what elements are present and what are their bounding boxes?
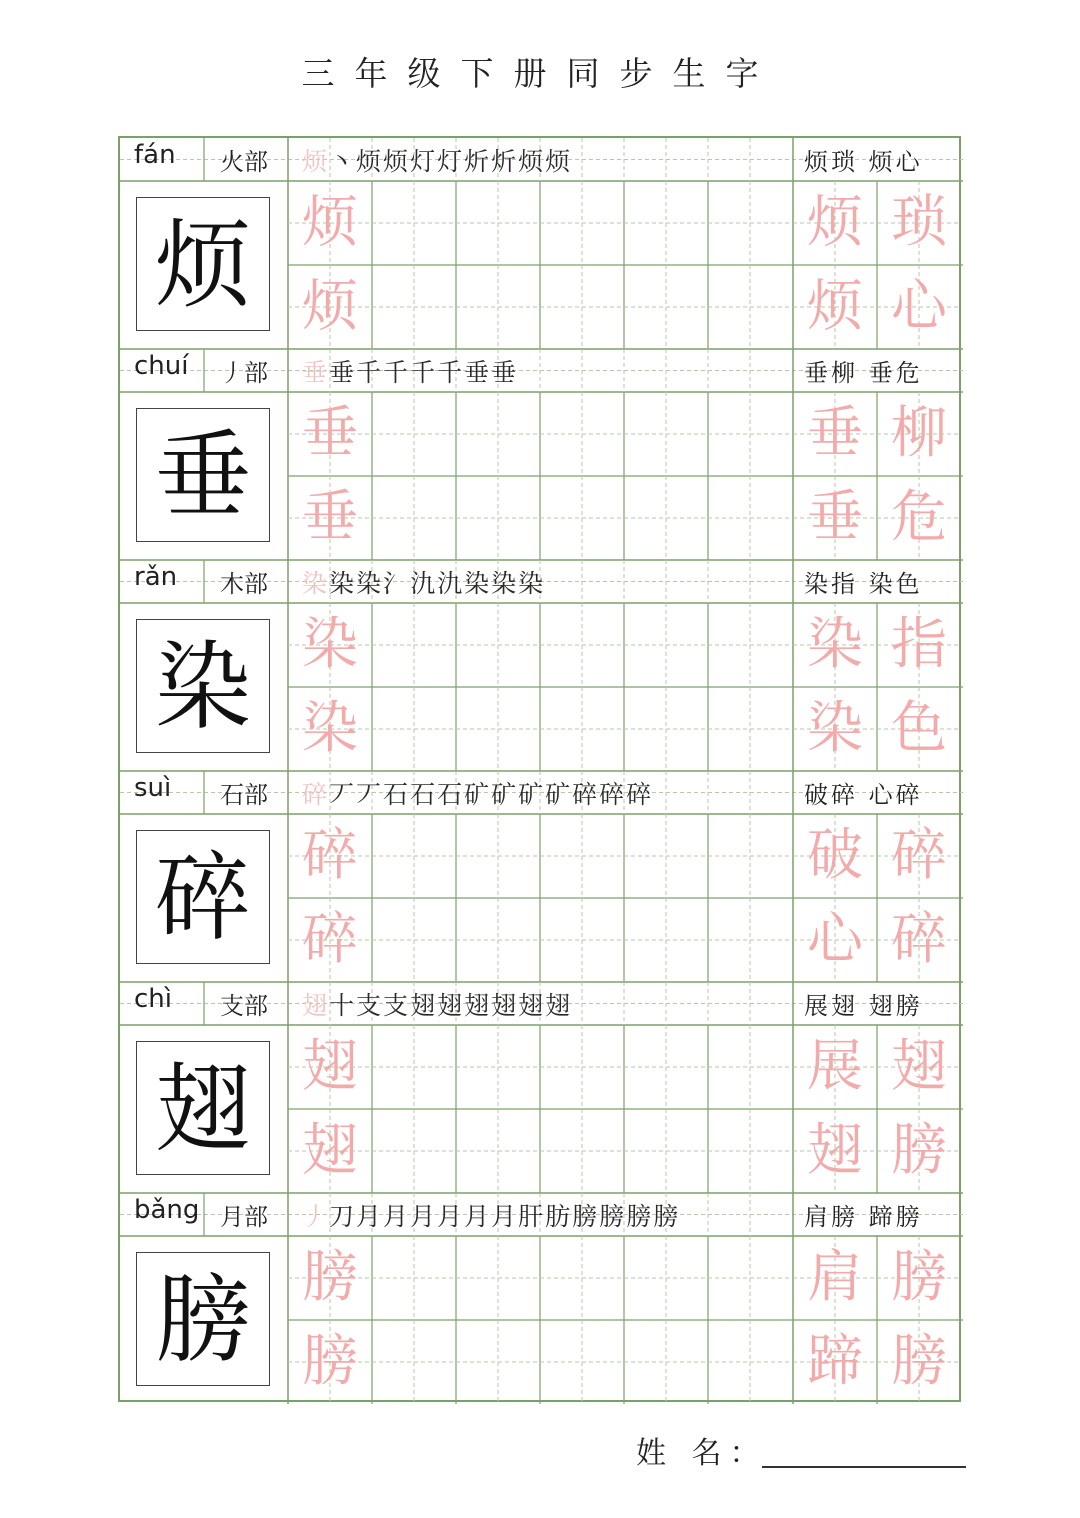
word-trace-character: 翅: [807, 1118, 863, 1183]
word-trace-character: 肩: [807, 1245, 863, 1310]
example-words: 烦琐 烦心: [804, 148, 923, 176]
practice-cell[interactable]: [456, 1025, 540, 1109]
practice-cell[interactable]: [624, 1236, 708, 1320]
trace-character: 烦: [302, 190, 358, 255]
practice-cell[interactable]: [540, 265, 624, 349]
stroke-step: 刀: [329, 1202, 355, 1231]
practice-cell[interactable]: [540, 476, 624, 560]
stroke-step: 千: [437, 358, 463, 387]
practice-cell[interactable]: [456, 687, 540, 771]
stroke-step: 染: [491, 569, 517, 598]
stroke-step: 千: [410, 358, 436, 387]
stroke-step: 翅: [302, 991, 328, 1020]
pinyin: suì: [134, 773, 172, 803]
stroke-step: 月: [410, 1202, 436, 1231]
pinyin: fán: [134, 140, 176, 170]
stroke-step: 烦: [302, 147, 328, 176]
word-trace-character: 展: [807, 1034, 863, 1099]
stroke-step: 月: [356, 1202, 382, 1231]
stroke-step: 矿: [545, 780, 571, 809]
stroke-step: 翅: [491, 991, 517, 1020]
stroke-step: 矿: [491, 780, 517, 809]
practice-cell[interactable]: [708, 814, 792, 898]
page-title: 三年级下册同步生字: [301, 54, 779, 93]
practice-cell[interactable]: [540, 181, 624, 265]
model-character: 烦: [155, 209, 251, 321]
stroke-order: [302, 140, 790, 180]
stroke-step: 月: [464, 1202, 490, 1231]
radical: 支部: [220, 992, 268, 1020]
stroke-step: 千: [356, 358, 382, 387]
practice-cell[interactable]: [456, 603, 540, 687]
block-header: [120, 1193, 959, 1236]
word-trace-character: 蹄: [807, 1329, 863, 1394]
practice-cell[interactable]: [708, 1109, 792, 1193]
radical: 木部: [220, 570, 268, 598]
stroke-order: [302, 773, 790, 813]
stroke-step: 月: [491, 1202, 517, 1231]
block-header: [120, 138, 959, 181]
pinyin: chuí: [134, 351, 189, 381]
word-trace-character: 碎: [891, 907, 947, 972]
practice-cell[interactable]: [540, 1109, 624, 1193]
stroke-step: 丿: [302, 1202, 328, 1231]
practice-cell[interactable]: [456, 265, 540, 349]
practice-cell[interactable]: [372, 687, 456, 771]
practice-cell[interactable]: [540, 687, 624, 771]
stroke-step: 支: [383, 991, 409, 1020]
practice-cell[interactable]: [456, 392, 540, 476]
radical: 丿部: [220, 359, 268, 387]
practice-cell[interactable]: [624, 265, 708, 349]
name-label: 姓 名：: [636, 1436, 768, 1471]
stroke-step: 膀: [599, 1202, 625, 1231]
practice-sheet: [118, 136, 961, 1402]
character-block: [120, 138, 959, 349]
practice-cell[interactable]: [708, 392, 792, 476]
practice-cell[interactable]: [708, 476, 792, 560]
trace-character: 膀: [302, 1245, 358, 1310]
word-trace-character: 翅: [891, 1034, 947, 1099]
character-block: [120, 771, 959, 982]
model-character: 膀: [155, 1264, 251, 1376]
practice-cell[interactable]: [624, 181, 708, 265]
stroke-step: 丆: [329, 780, 355, 809]
practice-cell[interactable]: [540, 603, 624, 687]
stroke-step: 翅: [437, 991, 463, 1020]
trace-character: 翅: [302, 1118, 358, 1183]
stroke-step: 垂: [464, 358, 490, 387]
practice-cell[interactable]: [372, 392, 456, 476]
example-words: 垂柳 垂危: [804, 359, 923, 387]
word-trace-character: 心: [807, 907, 863, 972]
stroke-step: 肪: [545, 1202, 571, 1231]
radical: 火部: [220, 148, 268, 176]
stroke-step: 石: [383, 780, 409, 809]
model-character: 翅: [155, 1053, 251, 1165]
stroke-step: 支: [356, 991, 382, 1020]
stroke-order: [302, 562, 790, 602]
stroke-step: 膀: [653, 1202, 679, 1231]
word-trace-character: 染: [807, 612, 863, 677]
practice-cell[interactable]: [540, 1236, 624, 1320]
stroke-order: [302, 351, 790, 391]
stroke-step: 氿: [410, 569, 436, 598]
practice-cell[interactable]: [372, 1109, 456, 1193]
practice-cell[interactable]: [456, 476, 540, 560]
stroke-step: 石: [437, 780, 463, 809]
word-trace-character: 危: [891, 485, 947, 550]
word-trace-character: 碎: [891, 823, 947, 888]
stroke-step: 染: [302, 569, 328, 598]
stroke-step: 丆: [356, 780, 382, 809]
practice-cell[interactable]: [624, 814, 708, 898]
stroke-step: 翅: [410, 991, 436, 1020]
radical: 月部: [220, 1203, 268, 1231]
word-trace-character: 膀: [891, 1245, 947, 1310]
pinyin: chì: [134, 984, 172, 1014]
model-character-box: [136, 830, 270, 964]
name-input-line[interactable]: [762, 1466, 966, 1468]
stroke-step: 氵: [383, 569, 409, 598]
trace-character: 翅: [302, 1034, 358, 1099]
practice-cell[interactable]: [708, 1236, 792, 1320]
stroke-step: 碎: [572, 780, 598, 809]
practice-cell[interactable]: [708, 1025, 792, 1109]
practice-cell[interactable]: [372, 1236, 456, 1320]
practice-cell[interactable]: [624, 1109, 708, 1193]
practice-cell[interactable]: [624, 392, 708, 476]
practice-cell[interactable]: [456, 181, 540, 265]
trace-character: 垂: [302, 485, 358, 550]
word-trace-character: 膀: [891, 1118, 947, 1183]
word-trace-character: 心: [891, 274, 947, 339]
character-block: [120, 349, 959, 560]
stroke-step: 染: [464, 569, 490, 598]
practice-cell[interactable]: [708, 687, 792, 771]
practice-cell[interactable]: [624, 687, 708, 771]
stroke-step: 翅: [518, 991, 544, 1020]
practice-cell[interactable]: [540, 898, 624, 982]
practice-cell[interactable]: [456, 814, 540, 898]
practice-cell[interactable]: [372, 814, 456, 898]
word-trace-character: 垂: [807, 401, 863, 466]
model-character-box: [136, 619, 270, 753]
stroke-step: 染: [356, 569, 382, 598]
block-header: [120, 560, 959, 603]
trace-character: 垂: [302, 401, 358, 466]
model-character: 染: [155, 631, 251, 743]
stroke-step: 丶: [329, 147, 355, 176]
practice-cell[interactable]: [708, 898, 792, 982]
practice-cell[interactable]: [624, 1320, 708, 1404]
stroke-step: 十: [329, 991, 355, 1020]
stroke-order: [302, 1195, 790, 1235]
stroke-step: 烦: [518, 147, 544, 176]
radical: 石部: [220, 781, 268, 809]
practice-cell[interactable]: [456, 1109, 540, 1193]
character-block: [120, 560, 959, 771]
stroke-step: 染: [518, 569, 544, 598]
model-character-box: [136, 1252, 270, 1386]
model-character: 垂: [155, 420, 251, 532]
stroke-step: 垂: [302, 358, 328, 387]
trace-character: 碎: [302, 823, 358, 888]
practice-cell[interactable]: [540, 814, 624, 898]
stroke-step: 肝: [518, 1202, 544, 1231]
word-trace-character: 染: [807, 696, 863, 761]
practice-cell[interactable]: [624, 898, 708, 982]
stroke-step: 矿: [518, 780, 544, 809]
example-words: 染指 染色: [804, 570, 923, 598]
stroke-step: 烦: [356, 147, 382, 176]
practice-cell[interactable]: [708, 603, 792, 687]
stroke-step: 氿: [437, 569, 463, 598]
practice-cell[interactable]: [708, 1320, 792, 1404]
stroke-step: 石: [410, 780, 436, 809]
word-trace-character: 烦: [807, 274, 863, 339]
model-character-box: [136, 408, 270, 542]
stroke-step: 垂: [491, 358, 517, 387]
stroke-step: 翅: [464, 991, 490, 1020]
word-trace-character: 垂: [807, 485, 863, 550]
stroke-step: 月: [383, 1202, 409, 1231]
stroke-step: 染: [329, 569, 355, 598]
practice-cell[interactable]: [372, 476, 456, 560]
practice-cell[interactable]: [708, 181, 792, 265]
word-trace-character: 烦: [807, 190, 863, 255]
practice-cell[interactable]: [624, 1025, 708, 1109]
stroke-step: 炘: [491, 147, 517, 176]
stroke-step: 烦: [545, 147, 571, 176]
block-header: [120, 771, 959, 814]
practice-cell[interactable]: [456, 1320, 540, 1404]
word-trace-character: 指: [891, 612, 947, 677]
word-trace-character: 色: [891, 696, 947, 761]
trace-character: 碎: [302, 907, 358, 972]
character-block: [120, 982, 959, 1193]
practice-cell[interactable]: [708, 265, 792, 349]
model-character: 碎: [155, 842, 251, 954]
stroke-step: 灯: [410, 147, 436, 176]
stroke-step: 炘: [464, 147, 490, 176]
stroke-step: 月: [437, 1202, 463, 1231]
practice-cell[interactable]: [372, 603, 456, 687]
stroke-step: 千: [383, 358, 409, 387]
practice-cell[interactable]: [372, 1320, 456, 1404]
word-trace-character: 破: [807, 823, 863, 888]
trace-character: 染: [302, 612, 358, 677]
stroke-step: 碎: [599, 780, 625, 809]
word-trace-character: 膀: [891, 1329, 947, 1394]
practice-cell[interactable]: [624, 603, 708, 687]
pinyin: rǎn: [134, 562, 178, 592]
stroke-step: 垂: [329, 358, 355, 387]
stroke-step: 灯: [437, 147, 463, 176]
stroke-step: 碎: [626, 780, 652, 809]
example-words: 肩膀 蹄膀: [804, 1203, 923, 1231]
practice-cell[interactable]: [456, 898, 540, 982]
example-words: 展翅 翅膀: [804, 992, 923, 1020]
model-character-box: [136, 1041, 270, 1175]
stroke-step: 膀: [572, 1202, 598, 1231]
practice-cell[interactable]: [540, 1320, 624, 1404]
pinyin: bǎng: [134, 1195, 200, 1225]
stroke-step: 矿: [464, 780, 490, 809]
stroke-order: [302, 984, 790, 1024]
practice-cell[interactable]: [540, 392, 624, 476]
block-header: [120, 982, 959, 1025]
trace-character: 烦: [302, 274, 358, 339]
practice-cell[interactable]: [540, 1025, 624, 1109]
stroke-step: 碎: [302, 780, 328, 809]
model-character-box: [136, 197, 270, 331]
practice-cell[interactable]: [372, 898, 456, 982]
practice-cell[interactable]: [372, 181, 456, 265]
block-header: [120, 349, 959, 392]
example-words: 破碎 心碎: [804, 781, 923, 809]
practice-cell[interactable]: [372, 265, 456, 349]
stroke-step: 膀: [626, 1202, 652, 1231]
word-trace-character: 琐: [891, 190, 947, 255]
trace-character: 膀: [302, 1329, 358, 1394]
trace-character: 染: [302, 696, 358, 761]
stroke-step: 翅: [545, 991, 571, 1020]
word-trace-character: 柳: [891, 401, 947, 466]
stroke-step: 烦: [383, 147, 409, 176]
practice-cell[interactable]: [624, 476, 708, 560]
practice-cell[interactable]: [456, 1236, 540, 1320]
practice-cell[interactable]: [372, 1025, 456, 1109]
character-block: [120, 1193, 959, 1404]
